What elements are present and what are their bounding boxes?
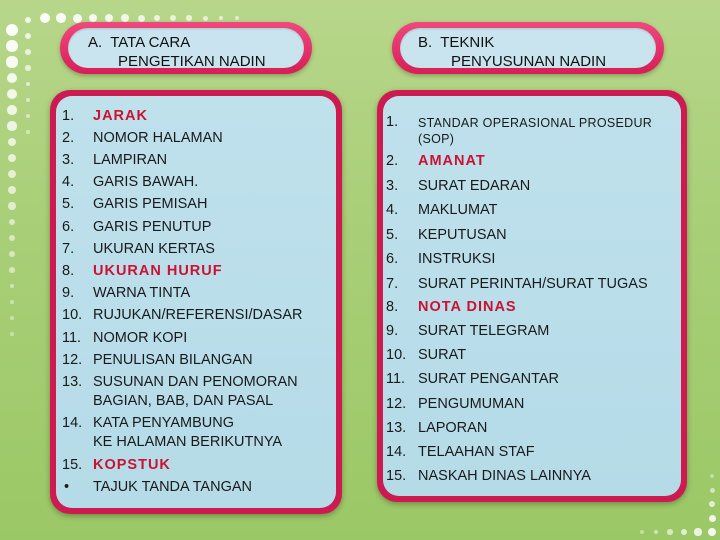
left-item-num: 15. — [62, 457, 83, 473]
decorative-dot — [9, 219, 16, 226]
decorative-dot — [8, 154, 16, 162]
decorative-dot — [6, 40, 18, 52]
right-item-text: SURAT EDARAN — [418, 178, 531, 194]
right-item-num: 8. — [386, 299, 399, 315]
right-item-text: SURAT PENGANTAR — [418, 371, 559, 387]
left-item-text: NOMOR HALAMAN — [93, 130, 223, 146]
left-item-num: 10. — [62, 307, 83, 323]
right-item-text: LAPORAN — [418, 420, 488, 436]
left-item-num: 8. — [62, 263, 75, 279]
decorative-dot — [121, 14, 129, 22]
decorative-dot — [8, 202, 15, 209]
right-item-num: 15. — [386, 468, 407, 484]
decorative-dot — [10, 332, 14, 336]
bullet-icon: • — [64, 479, 70, 495]
right-item-num: 5. — [386, 227, 399, 243]
right-item-text: SURAT TELEGRAM — [418, 323, 550, 339]
decorative-dot — [10, 316, 14, 320]
right-item-num: 13. — [386, 420, 407, 436]
left-item-num: 3. — [62, 152, 75, 168]
decorative-dot — [7, 105, 17, 115]
decorative-dot — [9, 251, 15, 257]
decorative-dot — [694, 528, 701, 535]
decorative-dot — [7, 121, 16, 130]
decorative-dot — [8, 186, 16, 194]
left-item-num: 6. — [62, 219, 75, 235]
decorative-dot — [40, 13, 50, 23]
right-item-text: NOTA DINAS — [418, 299, 517, 315]
decorative-dot — [7, 73, 18, 84]
decorative-dot — [709, 501, 715, 507]
decorative-dot — [219, 16, 224, 21]
left-item-num: 4. — [62, 174, 75, 190]
left-item-text: KOPSTUK — [93, 457, 171, 473]
right-item-num: 2. — [386, 153, 399, 169]
decorative-dot — [170, 15, 176, 21]
decorative-dot — [138, 15, 145, 22]
decorative-dot — [710, 474, 714, 478]
right-item-text: INSTRUKSI — [418, 251, 496, 267]
right-item-text: (SOP) — [418, 132, 455, 146]
decorative-dot — [26, 82, 31, 87]
decorative-dot — [89, 14, 98, 23]
decorative-dot — [667, 529, 673, 535]
decorative-dot — [9, 267, 14, 272]
right-header-line2: PENYUSUNAN NADIN — [451, 53, 607, 70]
right-item-num: 12. — [386, 396, 407, 412]
decorative-dot — [26, 98, 30, 102]
decorative-dot — [25, 65, 30, 70]
decorative-dot — [9, 235, 15, 241]
decorative-dot — [10, 284, 15, 289]
right-item-num: 10. — [386, 347, 407, 363]
decorative-dot — [10, 300, 15, 305]
left-header-line1: A. TATA CARA — [88, 34, 191, 51]
left-item-text: GARIS PENUTUP — [93, 219, 212, 235]
decorative-dot — [25, 17, 31, 23]
left-item-text: SUSUNAN DAN PENOMORAN — [93, 374, 298, 390]
right-item-num: 9. — [386, 323, 399, 339]
left-item-num: 2. — [62, 130, 75, 146]
right-header-line1: B. TEKNIK — [418, 34, 495, 51]
right-item-text: STANDAR OPERASIONAL PROSEDUR — [418, 116, 653, 130]
decorative-dot — [26, 130, 30, 134]
decorative-dot — [654, 530, 659, 535]
right-item-text: TELAAHAN STAF — [418, 444, 535, 460]
right-item-text: PENGUMUMAN — [418, 396, 525, 412]
decorative-dot — [709, 515, 716, 522]
decorative-dot — [154, 15, 161, 22]
decorative-dot — [73, 14, 82, 23]
decorative-dot — [26, 114, 30, 118]
right-item-text: SURAT PERINTAH/SURAT TUGAS — [418, 276, 648, 292]
left-item-text: PENULISAN BILANGAN — [93, 352, 253, 368]
right-item-text: KEPUTUSAN — [418, 227, 507, 243]
left-item-text: KATA PENYAMBUNG — [93, 415, 234, 431]
right-item-num: 11. — [386, 371, 406, 387]
left-item-num: 13. — [62, 374, 83, 390]
left-item-num: 1. — [62, 108, 75, 124]
decorative-dot — [186, 15, 192, 21]
right-item-text: SURAT — [418, 347, 467, 363]
right-item-num: 1. — [386, 114, 399, 130]
right-item-num: 7. — [386, 276, 399, 292]
decorative-dot — [235, 16, 239, 20]
left-item-text: WARNA TINTA — [93, 285, 191, 301]
right-item-num: 3. — [386, 178, 399, 194]
decorative-dot — [203, 16, 208, 21]
left-item-num: 12. — [62, 352, 83, 368]
right-panel — [377, 90, 687, 502]
left-item-text: UKURAN KERTAS — [93, 241, 215, 257]
decorative-dot — [708, 528, 716, 536]
right-item-num: 14. — [386, 444, 407, 460]
left-item-text: JARAK — [93, 108, 148, 124]
left-item-num: 9. — [62, 285, 75, 301]
decorative-dot — [105, 14, 113, 22]
right-item-text: MAKLUMAT — [418, 202, 498, 218]
left-item-text: BAGIAN, BAB, DAN PASAL — [93, 393, 274, 409]
left-item-text: RUJUKAN/REFERENSI/DASAR — [93, 307, 303, 323]
decorative-dot — [7, 89, 17, 99]
decorative-dot — [8, 138, 17, 147]
left-item-text: KE HALAMAN BERIKUTNYA — [93, 434, 283, 450]
decorative-dot — [25, 49, 31, 55]
right-item-text: NASKAH DINAS LAINNYA — [418, 468, 591, 484]
right-item-num: 6. — [386, 251, 399, 267]
left-item-text: TAJUK TANDA TANGAN — [93, 479, 252, 495]
decorative-dot — [8, 170, 16, 178]
right-item-num: 4. — [386, 202, 399, 218]
left-item-num: 11. — [62, 330, 82, 346]
left-item-text: UKURAN HURUF — [93, 263, 223, 279]
decorative-dot — [25, 33, 31, 39]
left-item-text: GARIS PEMISAH — [93, 196, 208, 212]
decorative-dot — [56, 13, 66, 23]
left-item-num: 7. — [62, 241, 75, 257]
left-header-line2: PENGETIKAN NADIN — [118, 53, 266, 70]
left-item-text: LAMPIRAN — [93, 152, 168, 168]
decorative-dot — [6, 24, 18, 36]
left-item-num: 14. — [62, 415, 83, 431]
left-item-text: NOMOR KOPI — [93, 330, 188, 346]
left-item-text: GARIS BAWAH. — [93, 174, 199, 190]
decorative-dot — [710, 488, 715, 493]
decorative-dot — [640, 530, 644, 534]
decorative-dot — [681, 529, 687, 535]
left-item-num: 5. — [62, 196, 75, 212]
decorative-dot — [6, 56, 17, 67]
right-item-text: AMANAT — [418, 153, 486, 169]
